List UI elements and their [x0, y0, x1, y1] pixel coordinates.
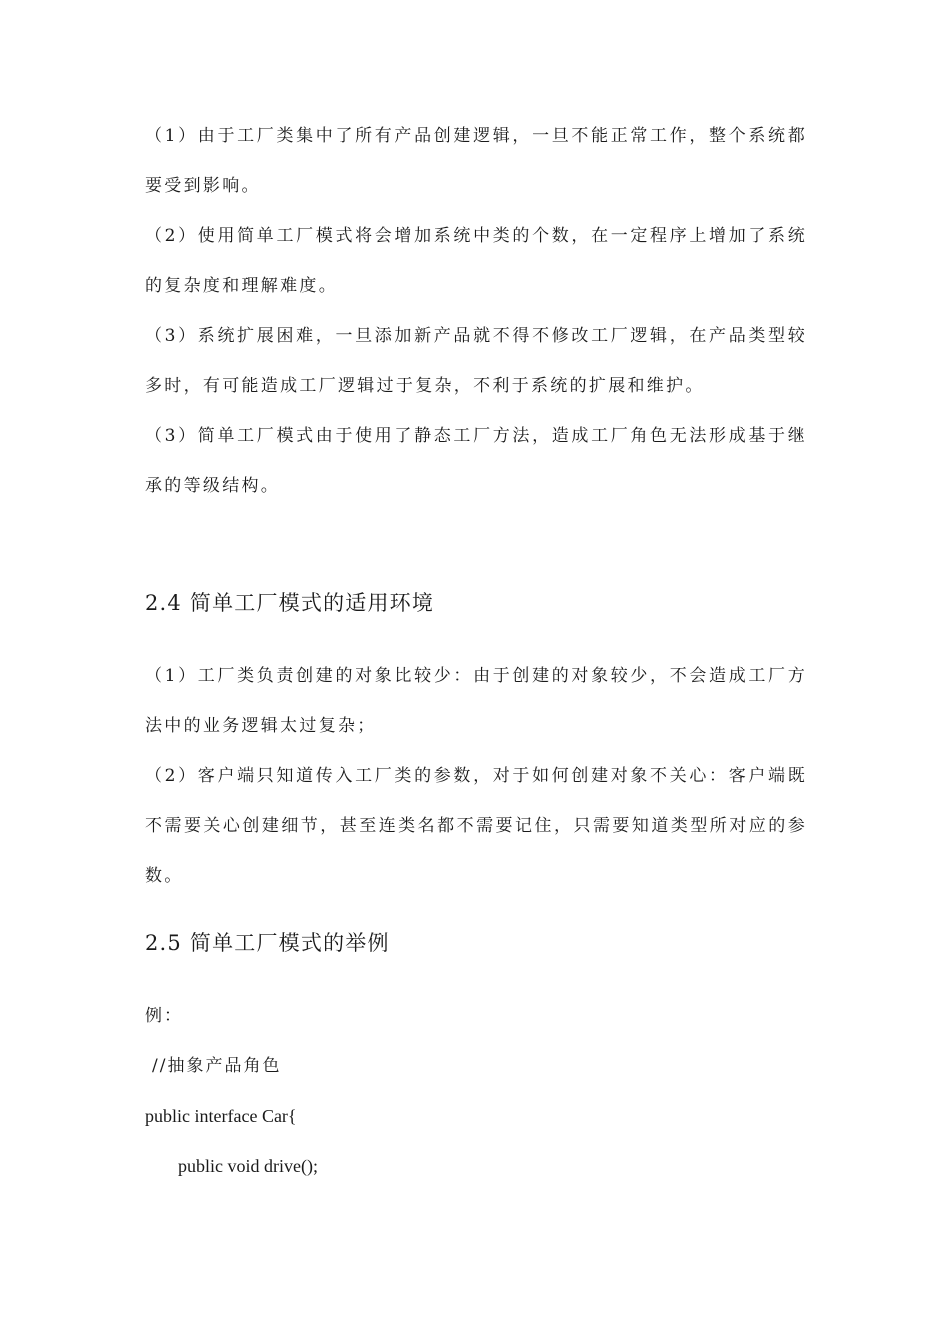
section-heading-2-4: 2.4 简单工厂模式的适用环境 [145, 591, 435, 615]
disadvantage-item-4: （3）简单工厂模式由于使用了静态工厂方法，造成工厂角色无法形成基于继承的等级结构。 [145, 426, 807, 496]
code-line-interface: public interface Car{ [145, 1106, 297, 1126]
section-heading-2-5: 2.5 简单工厂模式的举例 [145, 931, 390, 955]
disadvantage-item-1: （1）由于工厂类集中了所有产品创建逻辑，一旦不能正常工作，整个系统都要受到影响。 [145, 126, 807, 196]
disadvantage-item-3: （3）系统扩展困难，一旦添加新产品就不得不修改工厂逻辑，在产品类型较多时，有可能造成工厂逻辑过于复杂，不利于系统的扩展和维护。 [145, 326, 807, 396]
applicability-item-1: （1）工厂类负责创建的对象比较少：由于创建的对象较少，不会造成工厂方法中的业务逻辑太过复杂； [145, 666, 807, 736]
disadvantage-item-2: （2）使用简单工厂模式将会增加系统中类的个数，在一定程序上增加了系统的复杂度和理解难度。 [145, 226, 807, 296]
example-label: 例： [145, 1006, 183, 1026]
applicability-item-2: （2）客户端只知道传入工厂类的参数，对于如何创建对象不关心：客户端既不需要关心创建细节，甚至连类名都不需要记住，只需要知道类型所对应的参数。 [145, 766, 807, 886]
code-line-method: public void drive(); [178, 1156, 318, 1176]
code-comment: //抽象产品角色 [152, 1056, 282, 1076]
